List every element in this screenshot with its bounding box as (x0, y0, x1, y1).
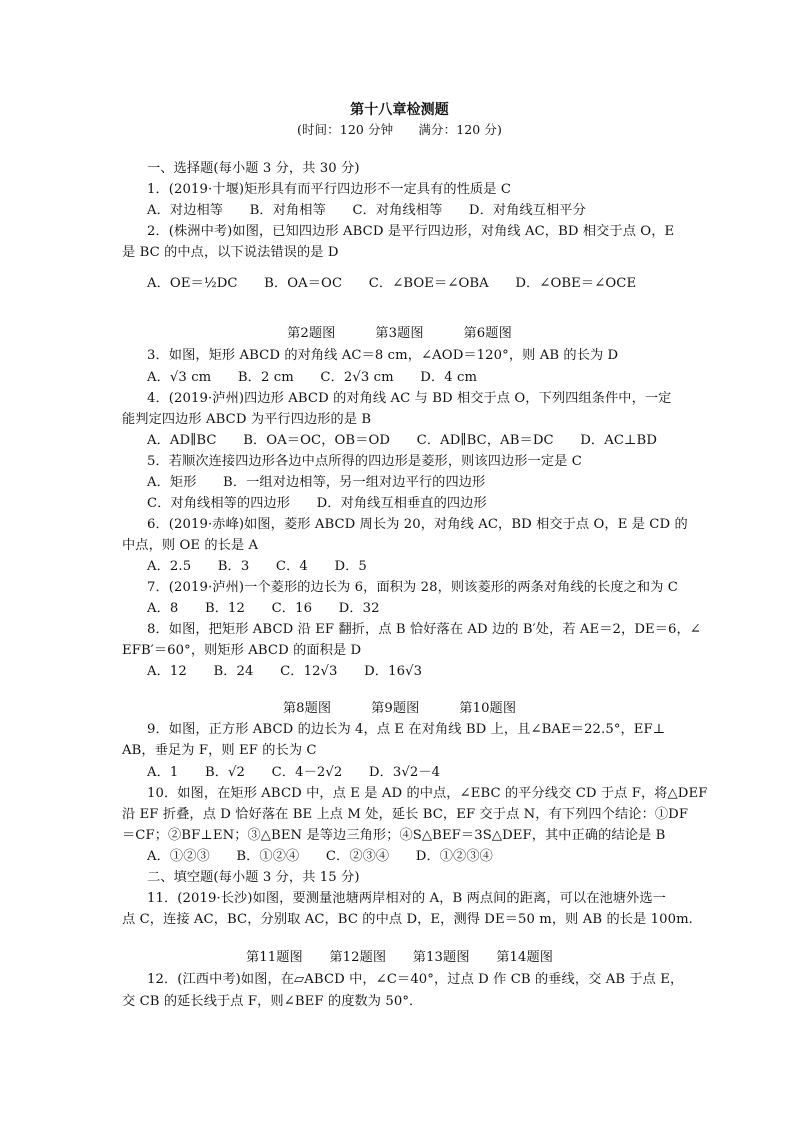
question-11: 11．(2019·长沙)如图，要测量池塘两岸相对的 A，B 两点间的距离，可以在池塘外选一 (147, 891, 666, 906)
section-heading-choice: 一、选择题(每小题 3 分，共 30 分) (147, 161, 360, 176)
question-12-cont: 交 CB 的延长线于点 F，则∠BEF 的度数为 50°． (122, 994, 423, 1009)
question-10-cont: 沿 EF 折叠，点 D 恰好落在 BE 上点 M 处，延长 BC，EF 交于点 N，有下列四个结论：①DF (122, 807, 689, 822)
question-4-options: A．AD∥BC B．OA＝OC，OB＝OD C．AD∥BC，AB＝DC D．AC⊥BD (147, 433, 657, 448)
question-1-options: A．对边相等 B．对角相等 C．对角线相等 D．对角线互相平分 (147, 203, 586, 218)
question-9-options: A．1 B．√2 C．4－2√2 D．3√2－4 (147, 765, 441, 780)
question-5-options-ab: A．矩形 B．一组对边相等，另一组对边平行的四边形 (147, 475, 486, 490)
question-2-options: A．OE＝½DC B．OA＝OC C．∠BOE＝∠OBA D．∠OBE＝∠OCE (147, 276, 637, 291)
question-6-options: A．2.5 B．3 C．4 D．5 (147, 559, 367, 574)
question-8-cont: EFB′＝60°，则矩形 ABCD 的面积是 D (122, 643, 362, 658)
figure-captions-3: 第11题图 第12题图 第13题图 第14题图 (245, 950, 554, 965)
question-9-cont: AB，垂足为 F，则 EF 的长为 C (122, 743, 317, 758)
question-3: 3．如图，矩形 ABCD 的对角线 AC＝8 cm，∠AOD＝120°，则 AB 的长为 D (147, 348, 619, 363)
question-12: 12．(江西中考)如图，在▱ABCD 中，∠C＝40°，过点 D 作 CB 的垂线，交 AB 于点 E， (147, 972, 684, 987)
question-10-options: A．①②③ B．①②④ C．②③④ D．①②③④ (147, 849, 493, 864)
question-7-options: A．8 B．12 C．16 D．32 (147, 601, 380, 616)
question-4-cont: 能判定四边形 ABCD 为平行四边形的是 B (122, 412, 372, 427)
question-2-cont: 是 BC 的中点，以下说法错误的是 D (122, 245, 339, 260)
question-4: 4．(2019·泸州)四边形 ABCD 的对角线 AC 与 BD 相交于点 O，下列四组条件中，一定 (147, 391, 672, 406)
figure-captions-1: 第2题图 第3题图 第6题图 (287, 326, 512, 341)
question-7: 7．(2019·泸州)一个菱形的边长为 6，面积为 28，则该菱形的两条对角线的长度之和为 C (147, 580, 678, 595)
section-heading-fill: 二、填空题(每小题 3 分，共 15 分) (147, 870, 360, 885)
question-1: 1．(2019·十堰)矩形具有而平行四边形不一定具有的性质是 C (147, 182, 512, 197)
question-11-cont: 点 C，连接 AC，BC，分别取 AC，BC 的中点 D，E，测得 DE＝50 m，则 AB 的长是 100m. (122, 912, 693, 927)
question-6-cont: 中点，则 OE 的长是 A (122, 538, 259, 553)
question-8-options: A．12 B．24 C．12√3 D．16√3 (147, 664, 423, 679)
figure-captions-2: 第8题图 第9题图 第10题图 (282, 701, 517, 716)
question-5: 5．若顺次连接四边形各边中点所得的四边形是菱形，则该四边形一定是 C (147, 454, 582, 469)
question-8: 8．如图，把矩形 ABCD 沿 EF 翻折，点 B 恰好落在 AD 边的 B′处，若 AE＝2，DE＝6，∠ (147, 622, 701, 637)
page-subtitle: (时间：120 分钟 满分：120 分) (296, 122, 503, 137)
question-5-options-cd: C．对角线相等的四边形 D．对角线互相垂直的四边形 (147, 496, 487, 511)
question-10: 10．如图，在矩形 ABCD 中，点 E 是 AD 的中点，∠EBC 的平分线交 CD 于点 F，将△DEF (147, 786, 708, 801)
question-10-cont-2: ＝CF；②BF⊥EN；③△BEN 是等边三角形；④S△BEF＝3S△DEF，其中正确的结论是 B (122, 828, 666, 843)
question-2: 2．(株洲中考)如图，已知四边形 ABCD 是平行四边形，对角线 AC，BD 相交于点 O，E (147, 224, 675, 239)
question-6: 6．(2019·赤峰)如图，菱形 ABCD 周长为 20，对角线 AC，BD 相交于点 O，E 是 CD 的 (147, 517, 688, 532)
question-3-options: A．√3 cm B．2 cm C．2√3 cm D．4 cm (147, 370, 478, 385)
question-9: 9．如图，正方形 ABCD 的边长为 4，点 E 在对角线 BD 上，且∠BAE＝22.5°，EF⊥ (147, 722, 666, 737)
page-title: 第十八章检测题 (350, 102, 449, 118)
